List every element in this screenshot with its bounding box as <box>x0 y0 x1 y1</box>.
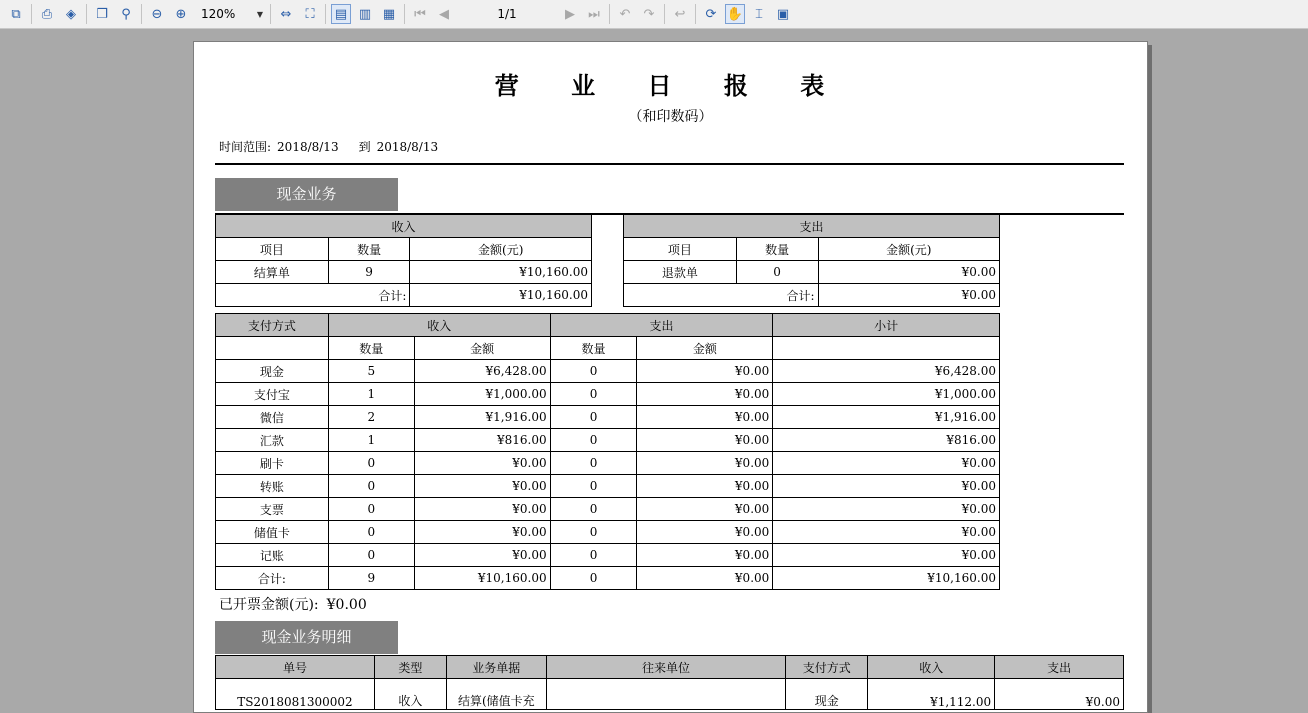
date-range-label: 时间范围: <box>219 140 272 154</box>
table-row <box>216 261 592 284</box>
detail-cell: 收入 <box>374 679 446 710</box>
expense-header: 支出 <box>624 215 1000 238</box>
payment-cell: 0 <box>550 429 637 452</box>
payment-col-method: 支付方式 <box>216 314 329 337</box>
payment-cell: 0 <box>550 406 637 429</box>
zoom-value: 120% <box>201 7 236 21</box>
payment-cell: ¥0.00 <box>637 521 773 544</box>
table-row <box>216 679 1124 710</box>
payment-cell: 0 <box>550 475 637 498</box>
table-row <box>216 498 1000 521</box>
detail-col-header: 支出 <box>995 656 1124 679</box>
toolbar-divider <box>141 4 142 24</box>
detail-cell: 结算(储值卡充 <box>446 679 546 710</box>
payment-cell: 0 <box>550 521 637 544</box>
payment-cell: 0 <box>550 452 637 475</box>
payment-cell: ¥10,160.00 <box>414 567 550 590</box>
income-amount: ¥10,160.00 <box>410 261 592 284</box>
payment-cell: ¥1,916.00 <box>414 406 550 429</box>
invoiced-amount-label: 已开票金额(元): <box>219 597 319 613</box>
detail-cell: TS2018081300002 <box>216 679 375 710</box>
payment-subheader-blank <box>216 337 329 360</box>
payment-cell: ¥1,000.00 <box>414 383 550 406</box>
table-row <box>216 475 1000 498</box>
toolbar-divider <box>404 4 405 24</box>
toolbar-divider <box>609 4 610 24</box>
income-header: 收入 <box>216 215 592 238</box>
page-number-input[interactable]: 1/1 <box>497 7 517 21</box>
income-summary-table <box>215 214 592 307</box>
toolbar-divider <box>270 4 271 24</box>
quick-print-icon[interactable]: ◈ <box>66 6 76 22</box>
last-page-icon[interactable]: ⏭ <box>588 6 600 22</box>
payment-cell: ¥0.00 <box>773 521 1000 544</box>
expense-qty: 0 <box>736 261 818 284</box>
income-col-amount: 金额(元) <box>410 238 592 261</box>
fit-page-icon[interactable]: ⛶ <box>305 6 315 22</box>
payment-col-subtotal: 小计 <box>773 314 1000 337</box>
payment-cell: ¥0.00 <box>637 406 773 429</box>
payment-cell: 0 <box>550 383 637 406</box>
payment-cell: 5 <box>328 360 414 383</box>
expense-summary-table <box>623 214 1000 307</box>
payment-cell: 9 <box>328 567 414 590</box>
expense-col-item: 项目 <box>624 238 737 261</box>
detail-col-header: 单号 <box>216 656 375 679</box>
payment-cell: ¥0.00 <box>637 544 773 567</box>
income-total: ¥10,160.00 <box>410 284 592 307</box>
expense-col-amount: 金额(元) <box>818 238 1000 261</box>
fit-width-icon[interactable]: ⇔ <box>280 6 292 22</box>
table-row <box>216 544 1000 567</box>
previous-page-icon[interactable]: ◀ <box>439 6 449 22</box>
table-row <box>216 284 592 307</box>
payment-cell: 刷卡 <box>216 452 329 475</box>
expense-total-label: 合计: <box>624 284 819 307</box>
detail-cell: ¥0.00 <box>995 679 1124 710</box>
payment-cell: ¥1,000.00 <box>773 383 1000 406</box>
payment-cell: ¥0.00 <box>637 475 773 498</box>
select-cursor-icon[interactable]: ⌶ <box>755 6 763 22</box>
income-col-qty: 数量 <box>328 238 410 261</box>
section-tab-cash: 现金业务 <box>215 178 398 211</box>
copy-icon[interactable]: ❐ <box>96 6 108 22</box>
invoiced-amount <box>219 594 375 614</box>
detail-cell <box>546 679 786 710</box>
export-icon[interactable]: ▣ <box>776 6 790 22</box>
toolbar-divider <box>664 4 665 24</box>
invoiced-amount-value: ¥0.00 <box>326 597 367 613</box>
payment-cell: ¥0.00 <box>414 521 550 544</box>
date-to-label: 到 <box>358 140 371 154</box>
table-row <box>216 521 1000 544</box>
chevron-down-icon: ▼ <box>256 9 263 19</box>
detail-col-header: 支付方式 <box>786 656 868 679</box>
payment-cell: 0 <box>328 475 414 498</box>
payment-cell: ¥0.00 <box>773 475 1000 498</box>
detail-cell: ¥1,112.00 <box>868 679 995 710</box>
payment-cell: 0 <box>328 544 414 567</box>
report-subtitle: （和印数码） <box>628 109 713 125</box>
payment-subheader-expense-amount: 金额 <box>637 337 773 360</box>
hand-tool-icon[interactable]: ✋ <box>725 4 745 24</box>
payment-method-table <box>215 313 1000 590</box>
zoom-select[interactable] <box>197 4 267 24</box>
toolbar-divider <box>325 4 326 24</box>
toolbar-divider <box>31 4 32 24</box>
zoom-out-icon[interactable]: ⊖ <box>151 6 163 22</box>
date-range <box>219 138 444 155</box>
payment-subheader-income-qty: 数量 <box>328 337 414 360</box>
payment-cell: 现金 <box>216 360 329 383</box>
payment-cell: ¥0.00 <box>773 452 1000 475</box>
payment-cell: 2 <box>328 406 414 429</box>
table-row <box>216 452 1000 475</box>
refresh-icon[interactable]: ⟳ <box>705 6 717 22</box>
cash-detail-table <box>215 655 1124 710</box>
payment-subheader-income-amount: 金额 <box>414 337 550 360</box>
payment-cell: ¥0.00 <box>637 429 773 452</box>
table-row <box>216 360 1000 383</box>
payment-cell: 0 <box>328 498 414 521</box>
payment-cell: ¥0.00 <box>773 544 1000 567</box>
date-to: 2018/8/13 <box>376 140 439 154</box>
redo-icon[interactable]: ↷ <box>643 6 655 22</box>
expense-col-qty: 数量 <box>736 238 818 261</box>
toolbar <box>0 0 1308 29</box>
payment-col-income: 收入 <box>328 314 550 337</box>
detail-col-header: 收入 <box>868 656 995 679</box>
payment-cell: 0 <box>550 544 637 567</box>
find-binoculars-icon[interactable]: ⚲ <box>121 6 131 22</box>
payment-cell: 0 <box>328 521 414 544</box>
expense-amount: ¥0.00 <box>818 261 1000 284</box>
payment-cell: 1 <box>328 429 414 452</box>
detail-col-header: 往来单位 <box>546 656 786 679</box>
table-row <box>216 383 1000 406</box>
back-icon[interactable]: ↩ <box>674 6 686 22</box>
payment-cell: 储值卡 <box>216 521 329 544</box>
payment-cell: ¥10,160.00 <box>773 567 1000 590</box>
expense-item: 退款单 <box>624 261 737 284</box>
payment-cell: ¥0.00 <box>414 452 550 475</box>
toolbar-divider <box>695 4 696 24</box>
payment-col-expense: 支出 <box>550 314 773 337</box>
table-row <box>624 261 1000 284</box>
first-page-icon[interactable]: ⏮ <box>414 6 426 22</box>
section-tab-cash-detail: 现金业务明细 <box>215 621 398 654</box>
table-row <box>216 567 1000 590</box>
payment-cell: ¥1,916.00 <box>773 406 1000 429</box>
payment-subheader-blank <box>773 337 1000 360</box>
expense-total: ¥0.00 <box>818 284 1000 307</box>
multi-page-icon[interactable]: ▦ <box>382 6 396 22</box>
payment-cell: ¥816.00 <box>414 429 550 452</box>
payment-cell: 微信 <box>216 406 329 429</box>
payment-cell: ¥0.00 <box>414 544 550 567</box>
toolbar-divider <box>86 4 87 24</box>
header-divider <box>215 163 1124 165</box>
payment-cell: 1 <box>328 383 414 406</box>
income-item: 结算单 <box>216 261 329 284</box>
payment-cell: 0 <box>550 360 637 383</box>
payment-cell: ¥0.00 <box>637 383 773 406</box>
table-row <box>216 429 1000 452</box>
payment-cell: 0 <box>550 498 637 521</box>
payment-cell: ¥0.00 <box>637 567 773 590</box>
payment-cell: 支付宝 <box>216 383 329 406</box>
payment-cell: ¥0.00 <box>637 360 773 383</box>
detail-col-header: 类型 <box>374 656 446 679</box>
payment-cell: ¥6,428.00 <box>773 360 1000 383</box>
payment-cell: ¥0.00 <box>637 498 773 521</box>
payment-subheader-expense-qty: 数量 <box>550 337 637 360</box>
table-row <box>624 284 1000 307</box>
undo-icon[interactable]: ↶ <box>619 6 631 22</box>
detail-col-header: 业务单据 <box>446 656 546 679</box>
single-page-icon[interactable]: ▤ <box>331 4 351 24</box>
print-icon[interactable]: ⎙ <box>41 6 53 22</box>
continuous-page-icon[interactable]: ▥ <box>358 6 372 22</box>
payment-cell: 0 <box>550 567 637 590</box>
income-qty: 9 <box>328 261 410 284</box>
payment-cell: ¥816.00 <box>773 429 1000 452</box>
date-from: 2018/8/13 <box>277 140 339 154</box>
payment-cell: 记账 <box>216 544 329 567</box>
payment-cell: 汇款 <box>216 429 329 452</box>
payment-cell: ¥6,428.00 <box>414 360 550 383</box>
report-page <box>193 41 1148 713</box>
payment-cell: 转账 <box>216 475 329 498</box>
zoom-in-icon[interactable]: ⊕ <box>175 6 187 22</box>
income-total-label: 合计: <box>216 284 410 307</box>
payment-cell: ¥0.00 <box>637 452 773 475</box>
payment-cell: 支票 <box>216 498 329 521</box>
payment-cell: ¥0.00 <box>773 498 1000 521</box>
report-title: 营 业 日 报 表 <box>494 71 847 100</box>
detail-cell: 现金 <box>786 679 868 710</box>
next-page-icon[interactable]: ▶ <box>565 6 575 22</box>
payment-cell: ¥0.00 <box>414 498 550 521</box>
copy-pages-icon[interactable]: ⧉ <box>11 6 21 22</box>
payment-cell: 合计: <box>216 567 329 590</box>
payment-cell: ¥0.00 <box>414 475 550 498</box>
income-col-item: 项目 <box>216 238 329 261</box>
table-row <box>216 406 1000 429</box>
payment-cell: 0 <box>328 452 414 475</box>
